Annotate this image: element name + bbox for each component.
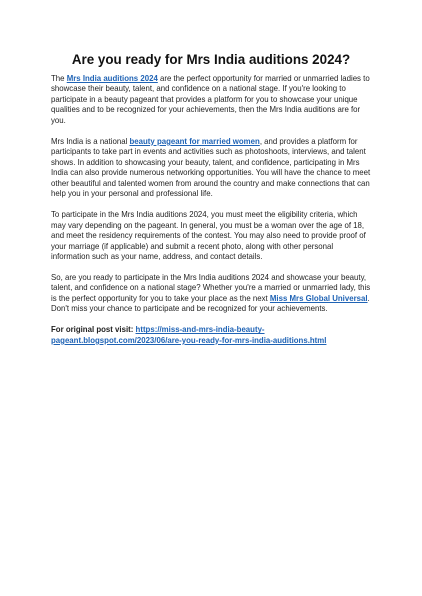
paragraph-intro (51, 74, 373, 126)
source-note (51, 325, 373, 346)
source-label: For original post visit: (51, 325, 136, 335)
paragraph-cta-text-start: So, are you ready to participate in the Mrs India auditions 2024 and showcase your beauty, talent, and confidence on a national stage? Whether you're a married or unmarried lady, this is the perfect opportunity for you to take your place as the next (51, 273, 371, 303)
paragraph-about (51, 137, 373, 200)
paragraph-cta-text-end: . Don't miss your chance to participate and be recognized for your achievements. (51, 293, 370, 314)
paragraph-intro-text-start: The (51, 74, 67, 83)
link-beauty-pageant-married-women[interactable]: beauty pageant for married women (129, 136, 260, 146)
paragraph-about-text-start: Mrs India is a national (51, 136, 130, 146)
document-body (51, 74, 373, 357)
page-title: Are you ready for Mrs India auditions 2024? (71, 52, 351, 67)
link-mrs-india-auditions-2024[interactable]: Mrs India auditions 2024 (66, 74, 158, 83)
paragraph-eligibility: To participate in the Mrs India auditions 2024, you must meet the eligibility criteria, which may vary depending on the pageant. In general, you must be a woman over the age of 18, and meet the residency requirements of the contest. You may also need to provide proof of your marriage (if applicable) and submit a recent photo, along with other personal information such as your name, address, and contact details. (51, 210, 366, 261)
source-url-link[interactable]: https://miss-and-mrs-india-beauty-pageant.blogspot.com/2023/06/are-you-ready-for-mrs-india-auditions.html (51, 325, 327, 345)
paragraph-call-to-action (51, 273, 373, 315)
link-miss-mrs-global-universal[interactable]: Miss Mrs Global Universal (269, 293, 368, 303)
paragraph-intro-text-end: are the perfect opportunity for married or unmarried ladies to showcase their beauty, talent, and confidence on a national stage. If you're looking to participate in a beauty pageant that provides a platform for you to showcase your unique qualities and to be recognized for your achievements, then the Mrs India auditions are for you. (51, 74, 370, 125)
paragraph-about-text-end: , and provides a platform for participants to take part in events and activities such as photoshoots, interviews, and talent shows. In addition to showcasing your beauty, talent, and confidence, participating in Mrs India can also provide numerous networking opportunities. You will have the chance to meet other beautiful and talented women from around the country and make connections that can help you in your personal and professional life. (51, 136, 371, 199)
